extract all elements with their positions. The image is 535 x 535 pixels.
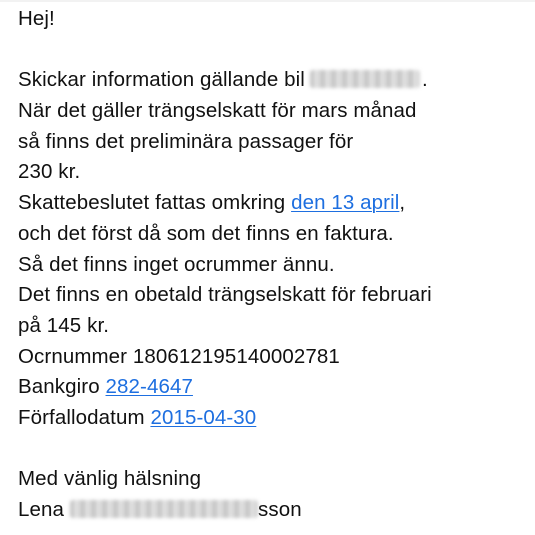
- tax-decision-text: Skattebeslutet fattas omkring: [18, 191, 292, 215]
- blank-line: [18, 434, 527, 465]
- ocr-number-label: Ocrnummer: [18, 344, 133, 368]
- signature-line: [18, 495, 527, 526]
- email-message-body: [18, 4, 527, 526]
- decision-date-link[interactable]: den 13 april: [291, 191, 400, 215]
- congestion-line-1: När det gäller trängselskatt för mars månad: [18, 99, 417, 123]
- bankgiro-label: Bankgiro: [18, 375, 106, 399]
- vehicle-info-text: Skickar information gällande bil: [18, 68, 305, 92]
- signature-last-name-end: sson: [258, 498, 302, 521]
- tax-decision-comma: ,: [399, 191, 406, 215]
- greeting-line: Hej!: [18, 7, 55, 30]
- amount-line: 230 kr.: [18, 160, 81, 184]
- top-edge-divider: [0, 0, 535, 2]
- signature-first-name: Lena: [18, 498, 65, 521]
- redacted-last-name: [70, 500, 258, 518]
- unpaid-tax-line-2: på 145 kr.: [18, 313, 110, 337]
- bankgiro-link[interactable]: 282-4647: [105, 375, 193, 399]
- due-date-label: Förfallodatum: [18, 405, 151, 429]
- invoice-line: och det först då som det finns en faktura.: [18, 221, 394, 245]
- ocr-number-line: [18, 342, 527, 373]
- congestion-line-2: så finns det preliminära passager för: [18, 129, 354, 153]
- due-date-line: [18, 403, 527, 434]
- redacted-license-plate: [310, 70, 420, 88]
- due-date-link[interactable]: 2015-04-30: [150, 405, 257, 429]
- unpaid-tax-line-1: Det finns en obetald trängselskatt för februari: [18, 283, 432, 307]
- closing-line: Med vänlig hälsning: [18, 467, 202, 491]
- no-ocr-line: Så det finns inget ocrummer ännu.: [18, 252, 335, 276]
- ocr-number-value: 180612195140002781: [132, 344, 340, 368]
- bankgiro-line: [18, 372, 527, 403]
- vehicle-info-period: .: [421, 68, 428, 92]
- blank-line: [18, 35, 527, 66]
- vehicle-info-line: [18, 65, 527, 96]
- tax-decision-line: [18, 188, 527, 219]
